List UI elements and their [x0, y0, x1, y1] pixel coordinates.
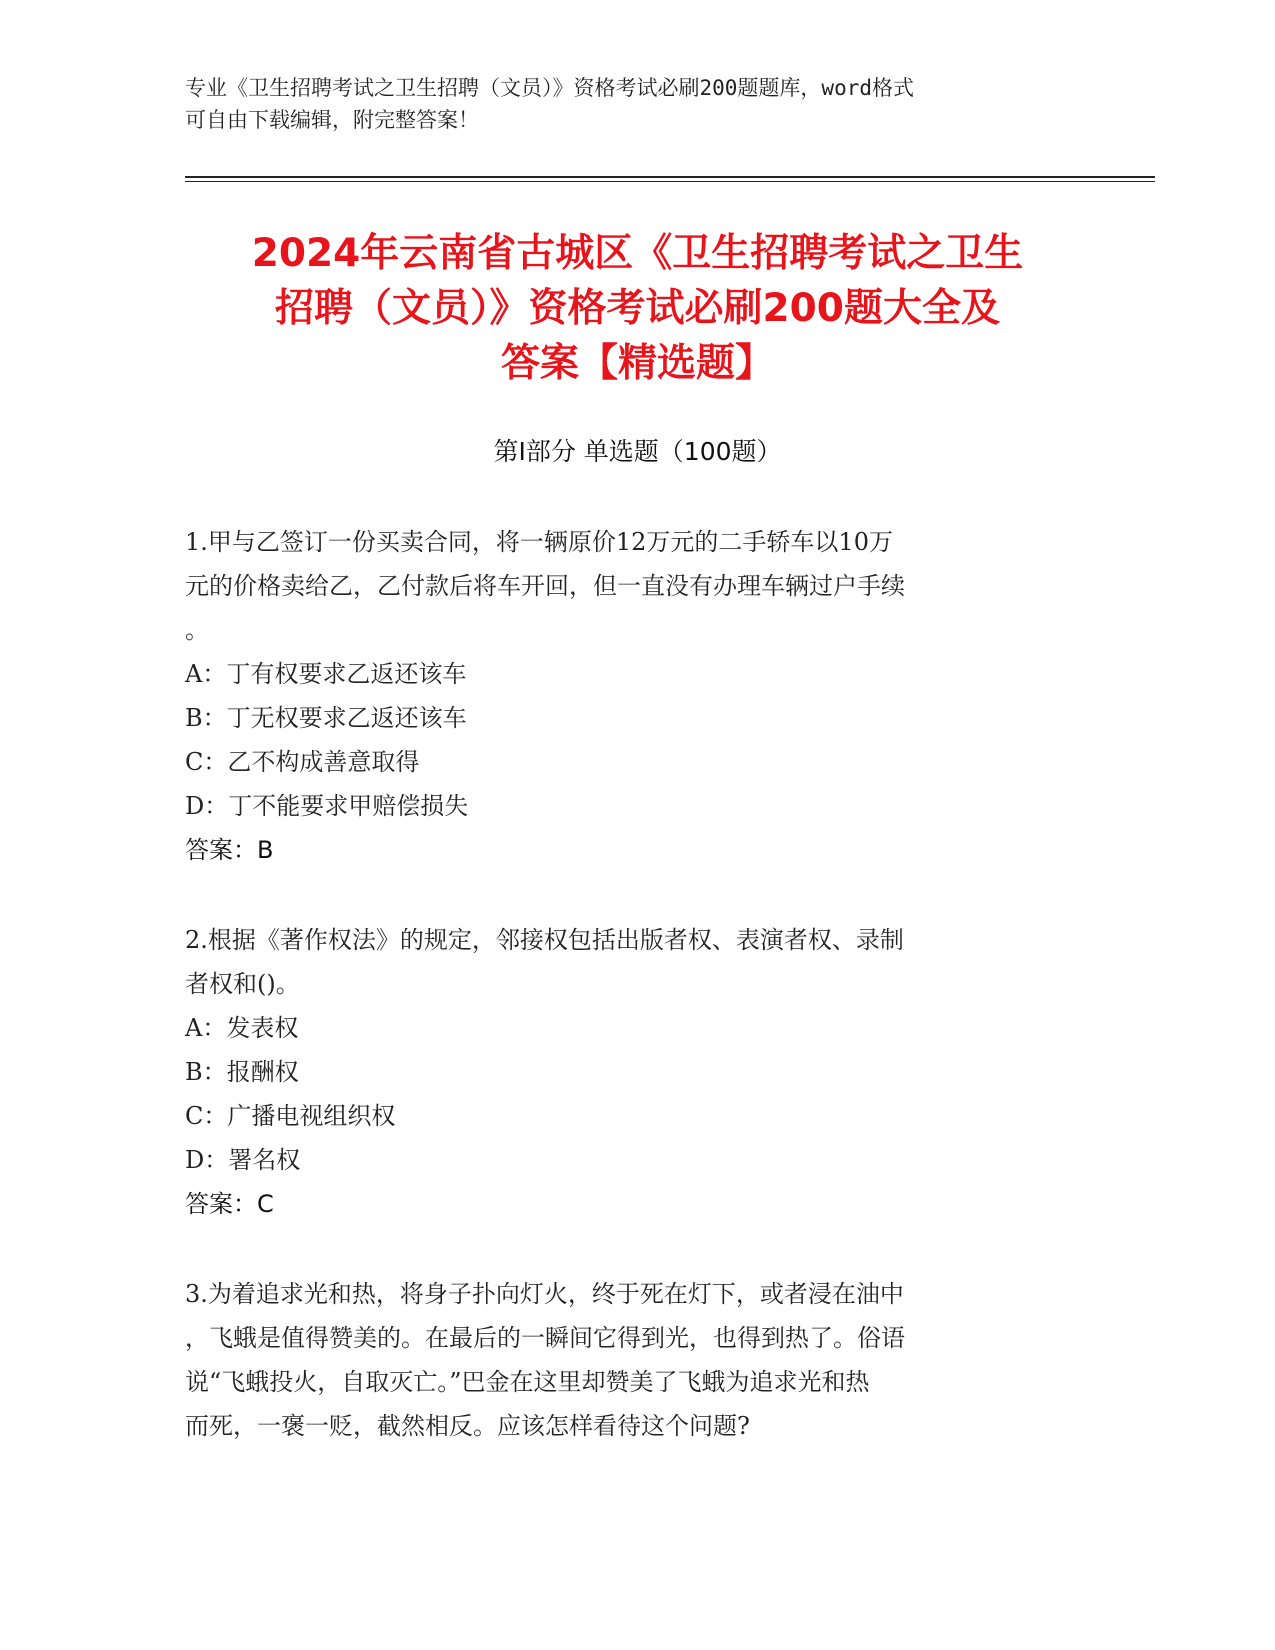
- section-title: 第Ⅰ部分 单选题（100题）: [493, 437, 782, 466]
- document-title-line: 2024年云南省古城区《卫生招聘考试之卫生: [251, 231, 1024, 276]
- document-title-line: 招聘（文员）》资格考试必刷200题大全及: [275, 286, 1000, 331]
- question-stem-line: 1.甲与乙签订一份买卖合同，将一辆原价12万元的二手轿车以10万: [185, 528, 893, 556]
- option-a: A：发表权: [185, 1014, 299, 1042]
- answer-label: 答案：B: [185, 836, 274, 864]
- question-stem-line: 元的价格卖给乙，乙付款后将车开回，但一直没有办理车辆过户手续: [185, 572, 905, 600]
- header-divider: [185, 176, 1155, 178]
- option-d: D：丁不能要求甲赔偿损失: [185, 792, 469, 820]
- question-stem-line: 者权和()。: [185, 970, 300, 998]
- option-d: D：署名权: [185, 1146, 301, 1174]
- question-stem-line: 说“飞蛾投火，自取灭亡。”巴金在这里却赞美了飞蛾为追求光和热: [185, 1368, 870, 1396]
- header-note: [185, 72, 1065, 136]
- question-list: [185, 520, 1055, 1494]
- question-stem-line: 2.根据《著作权法》的规定，邻接权包括出版者权、表演者权、录制: [185, 926, 904, 954]
- question-stem-line: 而死，一褒一贬，截然相反。应该怎样看待这个问题?: [185, 1412, 750, 1440]
- header-divider-thin: [185, 181, 1155, 182]
- question-stem-line: 3.为着追求光和热，将身子扑向灯火，终于死在灯下，或者浸在油中: [185, 1280, 904, 1308]
- option-b: B：丁无权要求乙返还该车: [185, 704, 467, 732]
- option-b: B：报酬权: [185, 1058, 299, 1086]
- question-3: [185, 1272, 1055, 1448]
- question-stem-line: 。: [185, 616, 209, 644]
- question-stem-line: ，飞蛾是值得赞美的。在最后的一瞬间它得到光，也得到热了。俗语: [185, 1324, 905, 1352]
- answer-label: 答案：C: [185, 1190, 274, 1218]
- option-a: A：丁有权要求乙返还该车: [185, 660, 467, 688]
- header-note-line: 可自由下载编辑，附完整答案！: [185, 108, 479, 132]
- question-2: [185, 918, 1055, 1226]
- header-note-line: 专业《卫生招聘考试之卫生招聘（文员）》资格考试必刷200题题库，word格式: [185, 76, 914, 100]
- document-title: [130, 226, 1145, 391]
- document-title-line: 答案【精选题】: [500, 341, 774, 386]
- question-1: [185, 520, 1055, 872]
- option-c: C：乙不构成善意取得: [185, 748, 420, 776]
- option-c: C：广播电视组织权: [185, 1102, 396, 1130]
